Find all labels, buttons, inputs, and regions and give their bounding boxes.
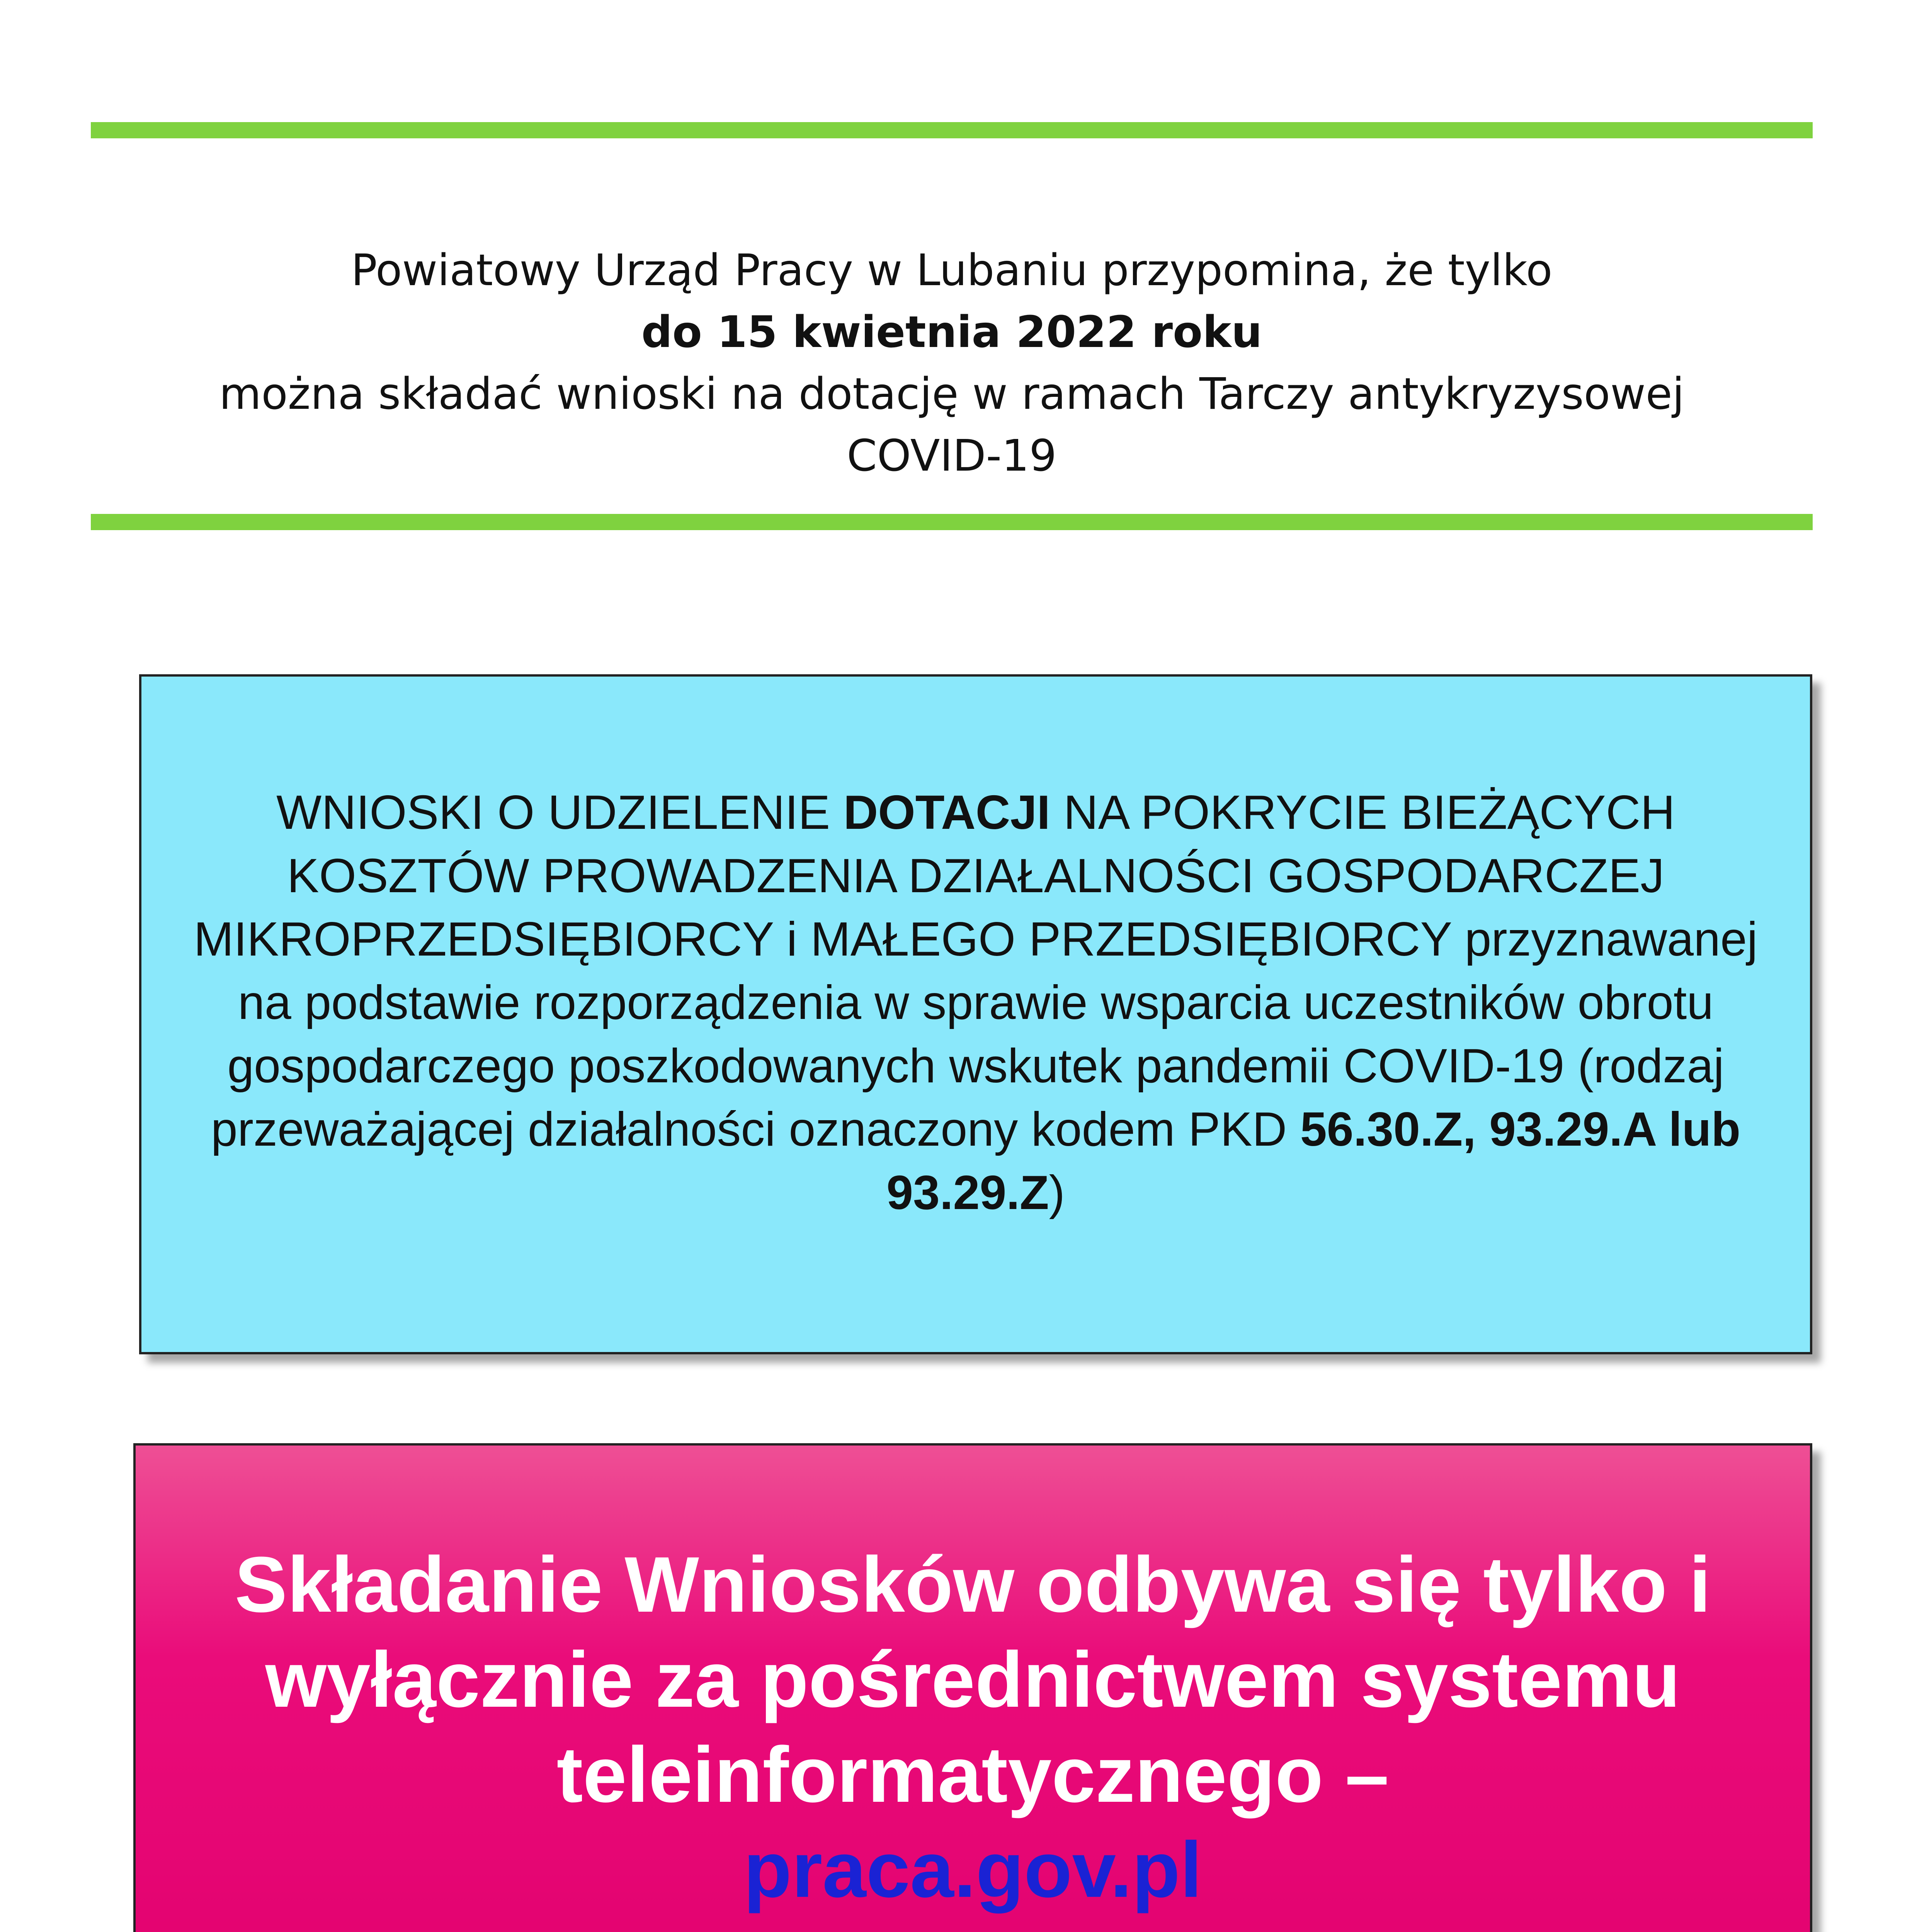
intro-deadline: do 15 kwietnia 2022 roku — [641, 307, 1262, 357]
grant-info-box — [139, 674, 1812, 1354]
grant-info-part3: ) — [1049, 1166, 1065, 1219]
intro-line-office: Powiatowy Urząd Pracy w Lubaniu przypomina, że tylko — [351, 245, 1553, 296]
grant-info-part1: WNIOSKI O UDZIELENIE — [276, 786, 844, 839]
praca-gov-link[interactable]: praca.gov.pl — [743, 1826, 1202, 1914]
grant-info-text — [184, 781, 1768, 1225]
bottom-divider-line — [91, 514, 1813, 530]
submission-notice-sentence: Składanie Wniosków odbywa się tylko i wyłącznie za pośrednictwem systemu teleinformatycznego – — [235, 1541, 1711, 1819]
grant-info-pkd-codes: 56.30.Z, 93.29.A lub 93.29.Z — [886, 1103, 1741, 1219]
grant-info-dotacji: DOTACJI — [843, 786, 1050, 839]
intro-line-covid: COVID-19 — [847, 431, 1057, 481]
submission-notice-box — [133, 1443, 1812, 1932]
intro-announcement — [91, 240, 1813, 487]
top-divider-line — [91, 122, 1813, 138]
intro-line-applications: można składać wnioski na dotację w ramach Tarczy antykryzysowej — [219, 369, 1684, 419]
submission-notice-text — [162, 1537, 1784, 1917]
grant-info-part2: NA POKRYCIE BIEŻĄCYCH KOSZTÓW PROWADZENIA DZIAŁALNOŚCI GOSPODARCZEJ MIKROPRZEDSIĘBIORCY i MAŁEGO PRZEDSIĘBIORCY przyznawanej na podstawie rozporządzenia w sprawie wsparcia uczestników obrotu gospodarczego poszkodowanych wskutek pandemii COVID-19 (rodzaj przeważającej działalności oznaczony kodem PKD — [194, 786, 1758, 1156]
